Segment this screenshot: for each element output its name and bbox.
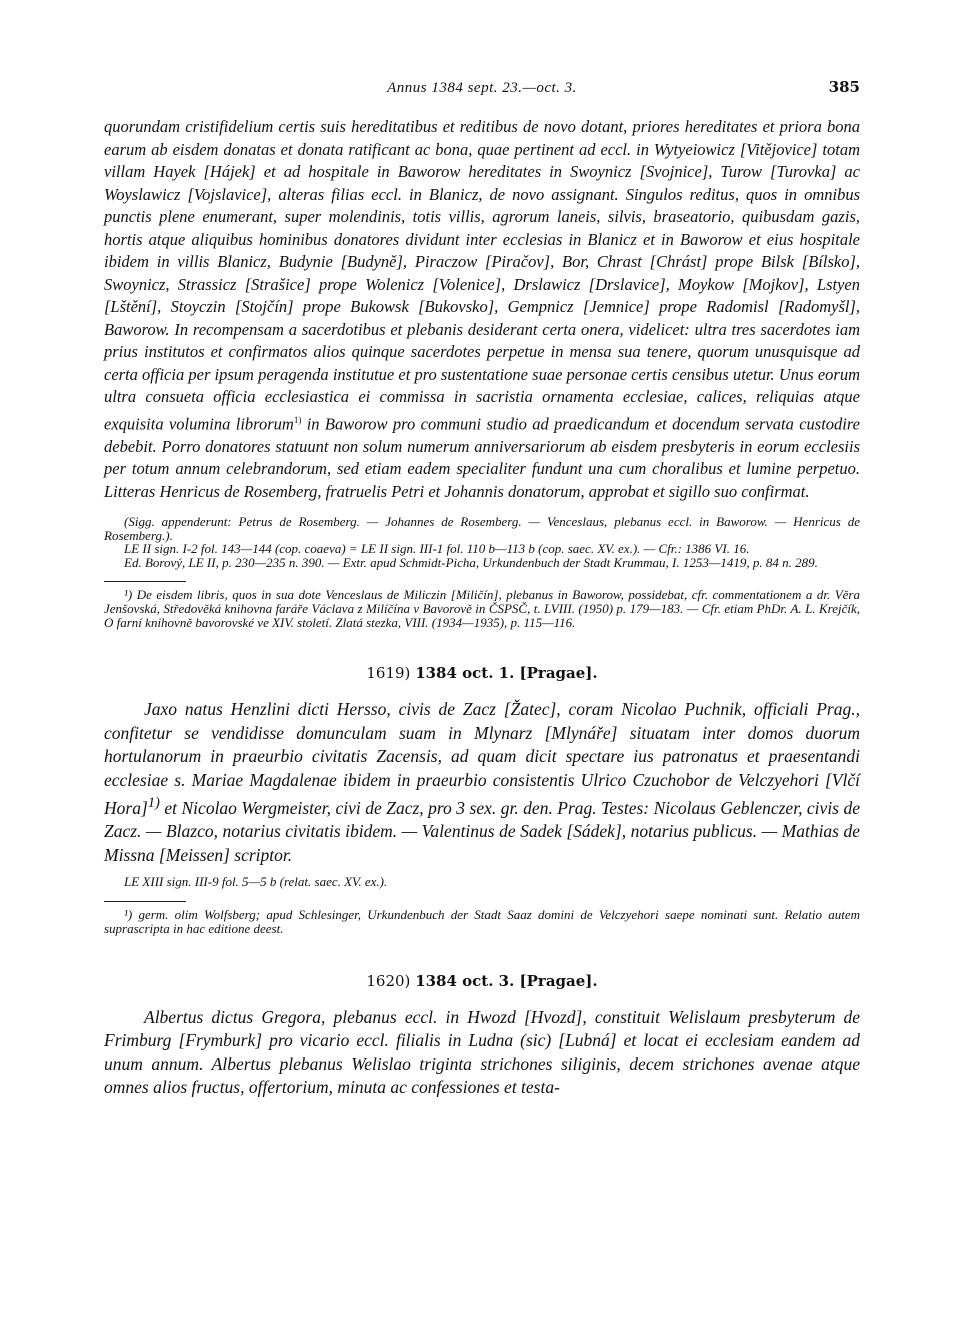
entry-number: 1619) xyxy=(366,664,411,682)
entry-1618-text-a: quorundam cristifidelium certis suis hereditatibus et reditibus de novo dotant, priores hereditates et priora bona earum ab eisdem donatas et donata ratificant ac bona, quae pertinent ad eccl. in Wytyeiowicz [Vitějovice] totam villam Hayek [Hájek] et ad hospitale in Baworow hereditates in Swoynicz [Svojnice], Turow [Turovka] ac Woyslawicz [Vojslavice], alteras filias eccl. in Blanicz, de novo assignant. Singulos reditus, quos in omnibus punctis plene enumerant, super molendinis, totis villis, agrorum laneis, silvis, braseatorio, quibusdam gazis, hortis atque aliquibus hominibus donatores dividunt inter ecclesias in Blanicz et in Baworow et eius hospitale ibidem in villis Blanicz, Budynie [Budyně], Piraczow [Piračov], Bor, Chrast [Chrást] prope Bilsk [Bílsko], Swoynicz, Strassicz [Strašice] prope Wolenicz [Volenice], Drslawicz [Drslavice], Moykow [Mojkov], Lstyen [Lštění], Stoyczin [Stojčín] prope Bukowsk [Bukovsko], Gempnicz [Jemnice] prope Radomisl [Radomyšl], Baworow. In recompensam a sacerdotibus et plebanis desiderant certa onera, videlicet: ultra tres sacerdotes iam prius institutos et confirmatos alios quinque sacerdotes perpetue in mensa sua tenere, quorum unusquisque ad certa officia per ipsum peragenda institutue et pro sustentatione suae personae certis censibus utetur. Unus eorum ultra consueta officia ecclesiastica ei commissa in sacristia ornamenta ecclesiae, calices, reliquias atque exquisita volumina librorum xyxy=(104,117,860,433)
entry-date: 1384 oct. 3. [Pragae]. xyxy=(415,971,598,990)
entry-number: 1620) xyxy=(366,971,411,990)
document-page xyxy=(104,78,860,1100)
entry-1620-heading xyxy=(104,972,860,990)
entry-1620-text: Albertus dictus Gregora, plebanus eccl. in Hwozd [Hvozd], constituit Welislaum presbyterum de Frimburg [Frymburk] pro vicario eccl. filialis in Ludna (sic) [Lubná] et locat ei ecclesiam eandem ad unum annum. Albertus plebanus Welislao triginta strichones siliginis, decem strichones avenae atque omnes alios fructus, offertorium, minuta ac confessiones et testa- xyxy=(104,1006,860,1098)
entry-date: 1384 oct. 1. [Pragae]. xyxy=(415,664,598,682)
note-source: LE II sign. I-2 fol. 143—144 (cop. coaeva) = LE II sign. III-1 fol. 110 b—113 b (cop. saec. XV. ex.). — Cfr.: 1386 VI. 16. xyxy=(124,541,750,556)
entry-1618-notes xyxy=(104,515,860,569)
entry-1618-footnote: ¹) De eisdem libris, quos in sua dote Venceslaus de Miliczin [Miličín], plebanus in Baworow, possidebat, cfr. commentationem a dr. Věra Jenšovská, Středověká knihovna faráře Václava z Milíčína v Bavorově in ČSPSČ, t. LVIII. (1950) p. 179—183. — Cfr. etiam PhDr. A. L. Krejčík, O farní knihovně bavorovské ve XIV. století. Zlatá stezka, VIII. (1934—1935), p. 115—116. xyxy=(104,587,860,630)
running-head xyxy=(104,78,860,104)
note-edition: Ed. Borový, LE II, p. 230—235 n. 390. — Extr. apud Schmidt-Picha, Urkundenbuch der Stadt Krummau, I. 1253—1419, p. 84 n. 289. xyxy=(124,554,818,570)
footnote-ref: 1) xyxy=(147,795,160,811)
footnote-divider xyxy=(104,901,186,902)
running-head-title: Annus 1384 sept. 23.—oct. 3. xyxy=(387,80,577,96)
entry-1619-text-a: Jaxo natus Henzlini dicti Hersso, civis de Zacz [Žatec], coram Nicolao Puchnik, officiali Prag., confitetur se vendidisse domunculam suam in Mlynarz [Mlynáře] situatam inter domos duorum hortulanorum in praeurbio civitatis Zacensis, ad quam dicit spectare ius patronatus et praesentandi ecclesiae s. Mariae Magdalenae ibidem in praeurbio consistentis Ulrico Czuchobor de Velczyehori [Vlčí Hora] xyxy=(104,699,860,818)
entry-1619-text xyxy=(104,698,860,867)
page-number: 385 xyxy=(828,78,860,96)
note-sigilla: (Sigg. appenderunt: Petrus de Rosemberg. — Johannes de Rosemberg. — Venceslaus, plebanus eccl. in Baworow. — Henricus de Rosemberg.). xyxy=(104,514,860,543)
entry-1619-footnote: ¹) germ. olim Wolfsberg; apud Schlesinger, Urkundenbuch der Stadt Saaz domini de Velczyehori saepe nominati sunt. Relatio autem suprascripta in hac editione deest. xyxy=(104,906,860,936)
entry-1619-heading xyxy=(104,664,860,682)
entry-1618-text-b: in Baworow pro communi studio ad praedicandum et docendum servata custodire debebit. Porro donatores statuunt non solum numerum anniversariorum ab eisdem presbyteris in eorum ecclesiis per totum annum celebrandorum, sed etiam eadem specialiter fundunt una cum choralibus et lumine perpetuo. Litteras Henricus de Rosemberg, fratruelis Petri et Johannis donatorum, approbat et sigillo suo confirmat. xyxy=(104,414,861,501)
footnote-ref: 1) xyxy=(293,414,302,425)
entry-1619-text-b: et Nicolao Wergmeister, civi de Zacz, pro 3 sex. gr. den. Prag. Testes: Nicolaus Geblenczer, civis de Zacz. — Blazco, notarius civitatis ibidem. — Valentinus de Sadek [Sádek], notarius publicus. — Mathias de Missna [Meissen] scriptor. xyxy=(104,797,860,865)
entry-1619-source: LE XIII sign. III-9 fol. 5—5 b (relat. saec. XV. ex.). xyxy=(124,874,388,890)
footnote-divider xyxy=(104,581,186,582)
entry-1618-text xyxy=(104,116,860,503)
